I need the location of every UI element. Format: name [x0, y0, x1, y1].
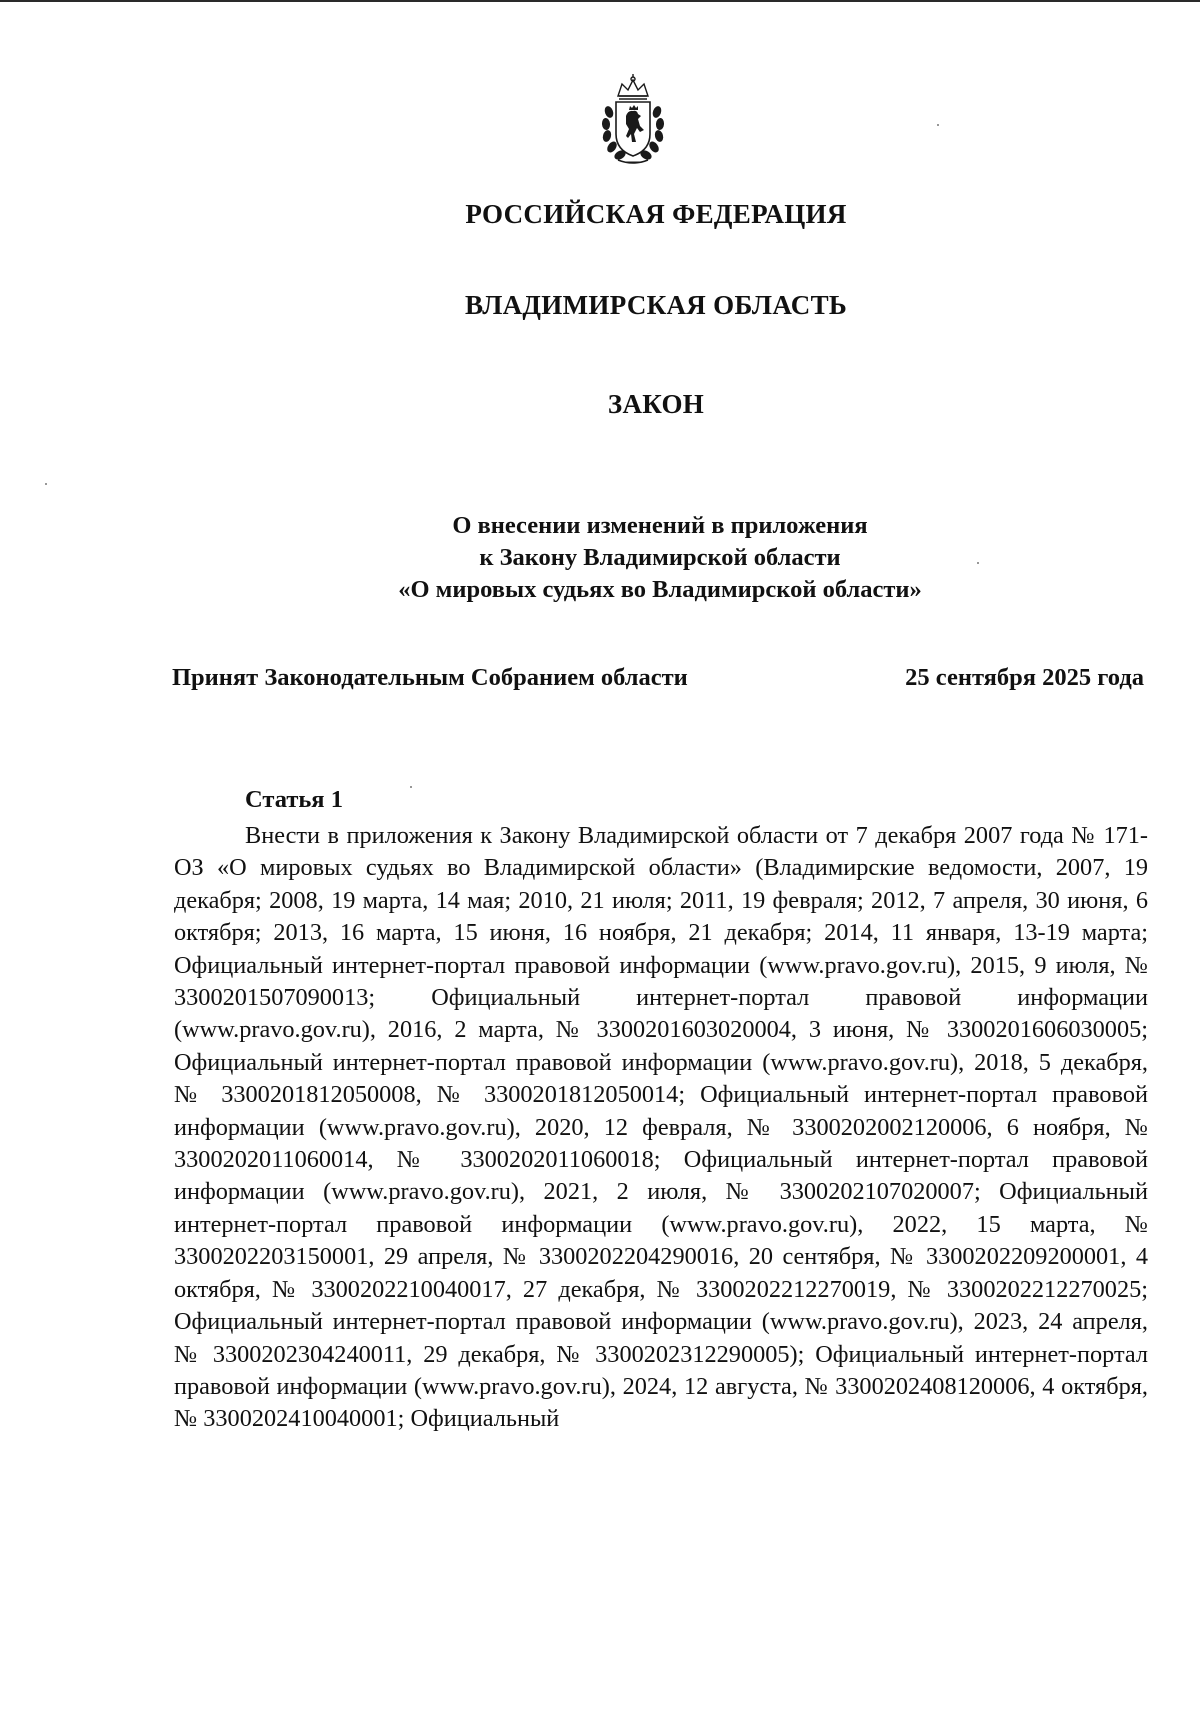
scan-speck — [410, 786, 412, 788]
adoption-label: Принят Законодательным Собранием области — [172, 664, 688, 691]
adoption-date: 25 сентября 2025 года — [905, 664, 1144, 691]
scan-top-edge — [0, 0, 1200, 2]
law-title-line-3: «О мировых судьях во Владимирской области» — [398, 576, 922, 603]
coat-of-arms-icon — [600, 74, 666, 170]
scan-speck — [977, 562, 979, 564]
header-doc-type: ЗАКОН — [607, 389, 705, 419]
article-heading: Статья 1 — [245, 786, 343, 813]
law-title-line-1: О внесении изменений в приложения — [452, 512, 868, 539]
law-title — [160, 510, 1160, 606]
article-paragraph: Внести в приложения к Закону Владимирской области от 7 декабря 2007 года № 171-ОЗ «О мировых судьях во Владимирской области» (Владимирские ведомости, 2007, 19 декабря; 2008, 19 марта, 14 мая; 2010, 21 июля; 2011, 19 февраля; 2012, 7 апреля, 30 июня, 6 октября; 2013, 16 марта, 15 июня, 16 ноября, 21 декабря; 2014, 11 января, 13-19 марта; Официальный интернет-портал правовой информации (www.pravo.gov.ru), 2015, 9 июля, № 3300201507090013; Официальный интернет-портал правовой информации (www.pravo.gov.ru), 2016, 2 марта, № 3300201603020004, 3 июня, № 3300201606030005; Официальный интернет-портал правовой информации (www.pravo.gov.ru), 2018, 5 декабря, № 3300201812050008, № 3300201812050014; Официальный интернет-портал правовой информации (www.pravo.gov.ru), 2020, 12 февраля, № 3300202002120006, 6 ноября, № 3300202011060014, № 3300202011060018; Официальный интернет-портал правовой информации (www.pravo.gov.ru), 2021, 2 июля, № 3300202107020007; Официальный интернет-портал правовой информации (www.pravo.gov.ru), 2022, 15 марта, № 3300202203150001, 29 апреля, № 3300202204290016, 20 сентября, № 3300202209200001, 4 октября, № 3300202210040017, 27 декабря, № 3300202212270019, № 3300202212270025; Официальный интернет-портал правовой информации (www.pravo.gov.ru), 2023, 24 апреля, № 3300202304240011, 29 декабря, № 3300202312290005); Официальный интернет-портал правовой информации (www.pravo.gov.ru), 2024, 12 августа, № 3300202408120006, 4 октября, № 3300202410040001; Официальный — [174, 822, 1148, 1433]
scan-speck — [937, 124, 939, 126]
header-country: РОССИЙСКАЯ ФЕДЕРАЦИЯ — [465, 199, 847, 229]
article-body — [174, 820, 1148, 1436]
law-title-line-2: к Закону Владимирской области — [479, 544, 841, 571]
header-region: ВЛАДИМИРСКАЯ ОБЛАСТЬ — [464, 290, 848, 320]
scan-speck — [45, 483, 47, 485]
